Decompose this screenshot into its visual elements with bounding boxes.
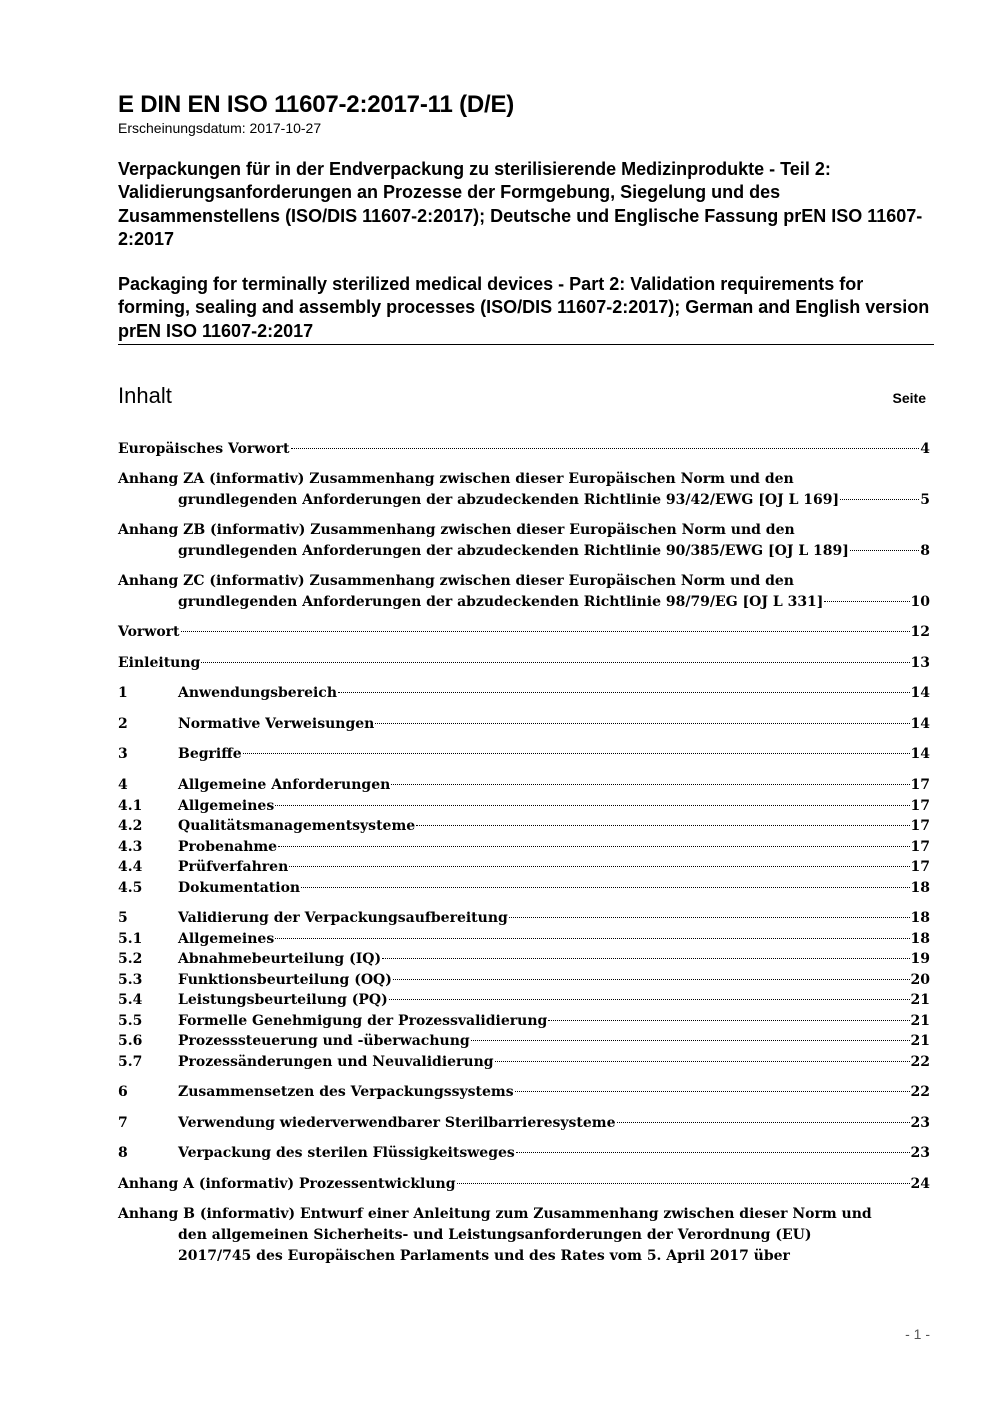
toc-entry[interactable] xyxy=(118,929,930,950)
toc-entry[interactable] xyxy=(118,1052,930,1073)
toc-entry-number: 8 xyxy=(118,1145,128,1161)
toc-leader xyxy=(617,1122,910,1123)
toc-entry-page: 23 xyxy=(910,1145,930,1161)
toc-entry-title-continued: grundlegenden Anforderungen der abzudeckenden Richtlinie 93/42/EWG [OJ L 169] xyxy=(178,492,840,508)
toc-entry-number: 4.2 xyxy=(118,818,143,834)
toc-entry-title: Anhang ZB (informativ) Zusammenhang zwischen dieser Europäischen Norm und den xyxy=(118,522,795,538)
toc-entry[interactable] xyxy=(118,1204,930,1267)
toc-entry[interactable] xyxy=(118,520,930,562)
toc-entry-title: Vorwort xyxy=(118,624,180,640)
toc-entry-number: 5.6 xyxy=(118,1033,143,1049)
toc-entry-title: Zusammensetzen des Verpackungssystems xyxy=(178,1084,514,1100)
toc-entry[interactable] xyxy=(118,622,930,643)
toc-entry[interactable] xyxy=(118,1113,930,1134)
toc-entry-title: Qualitätsmanagementsysteme xyxy=(178,818,416,834)
toc-entry-page: 18 xyxy=(910,910,930,926)
toc-entry-number: 3 xyxy=(118,746,128,762)
toc-entry-page: 5 xyxy=(920,492,930,508)
toc-entry-title: Einleitung xyxy=(118,655,201,671)
toc-entry-title: Verwendung wiederverwendbarer Sterilbarrieresysteme xyxy=(178,1115,616,1131)
toc-entry-title-continued: grundlegenden Anforderungen der abzudeckenden Richtlinie 98/79/EG [OJ L 331] xyxy=(178,594,824,610)
toc-leader xyxy=(840,499,919,500)
toc-entry[interactable] xyxy=(118,837,930,858)
toc-entry[interactable] xyxy=(118,1174,930,1195)
toc-entry-title: Probenahme xyxy=(178,839,278,855)
toc-entry[interactable] xyxy=(118,970,930,991)
toc-leader xyxy=(416,825,909,826)
toc-entry-title: Dokumentation xyxy=(178,880,301,896)
toc-leader xyxy=(457,1183,910,1184)
toc-entry-title: Europäisches Vorwort xyxy=(118,441,290,457)
toc-entry-title-continued: grundlegenden Anforderungen der abzudeckenden Richtlinie 90/385/EWG [OJ L 189] xyxy=(178,543,849,559)
issue-date: Erscheinungsdatum: 2017-10-27 xyxy=(118,120,322,136)
toc-entry-number: 4.1 xyxy=(118,798,143,814)
toc-entry[interactable] xyxy=(118,683,930,704)
toc-entry-title: Funktionsbeurteilung (OQ) xyxy=(178,972,392,988)
toc-entry-page: 17 xyxy=(910,798,930,814)
title-english: Packaging for terminally sterilized medical devices - Part 2: Validation requirements for forming, sealing and assembly processes (ISO/DIS 11607-2:2017); German and English version prEN ISO 11607-2:2017 xyxy=(118,274,930,341)
toc-leader xyxy=(389,999,910,1000)
toc-entry-number: 5 xyxy=(118,910,128,926)
toc-entry-title: Prozessänderungen und Neuvalidierung xyxy=(178,1054,494,1070)
toc-leader xyxy=(243,753,910,754)
toc-entry-title: Allgemeines xyxy=(178,931,275,947)
toc-leader xyxy=(301,887,909,888)
toc-entry-page: 21 xyxy=(910,992,930,1008)
title-german: Verpackungen für in der Endverpackung zu sterilisierende Medizinprodukte - Teil 2: Validierungsanforderungen an Prozesse der Formgebung, Siegelung und des Zusammenstellens (ISO/DIS 11607-2:2017); Deutsche und Englische Fassung prEN ISO 11607-2:2017 xyxy=(118,159,923,249)
toc-entry-title: Allgemeines xyxy=(178,798,275,814)
toc-entry-title: Anhang ZC (informativ) Zusammenhang zwischen dieser Europäischen Norm und den xyxy=(118,573,794,589)
document-code: E DIN EN ISO 11607-2:2017-11 (D/E) xyxy=(118,91,515,118)
toc-entry-page: 14 xyxy=(910,685,930,701)
toc-entry-number: 4.3 xyxy=(118,839,143,855)
toc-entry-page: 17 xyxy=(910,839,930,855)
toc-entry-page: 23 xyxy=(910,1115,930,1131)
toc-entry-page: 17 xyxy=(910,859,930,875)
toc-entry-page: 22 xyxy=(910,1084,930,1100)
toc-entry-title: Leistungsbeurteilung (PQ) xyxy=(178,992,388,1008)
toc-entry[interactable] xyxy=(118,990,930,1011)
toc-leader xyxy=(548,1020,909,1021)
title-divider xyxy=(118,344,934,345)
toc-entry[interactable] xyxy=(118,816,930,837)
toc-entry-number: 5.5 xyxy=(118,1013,143,1029)
toc-entry-page: 12 xyxy=(910,624,930,640)
toc-entry-page: 21 xyxy=(910,1013,930,1029)
toc-leader xyxy=(201,662,909,663)
toc-entry[interactable] xyxy=(118,1031,930,1052)
toc-entry-number: 1 xyxy=(118,685,128,701)
toc-entry-page: 17 xyxy=(910,777,930,793)
toc-entry-number: 4.4 xyxy=(118,859,143,875)
toc-leader xyxy=(495,1061,910,1062)
toc-leader xyxy=(391,784,909,785)
toc-entry-page: 14 xyxy=(910,716,930,732)
toc-entry-number: 5.3 xyxy=(118,972,143,988)
toc-entry[interactable] xyxy=(118,1011,930,1032)
toc-entry[interactable] xyxy=(118,653,930,674)
toc-entry-page: 24 xyxy=(910,1176,930,1192)
toc-entry-title: Anwendungsbereich xyxy=(178,685,337,701)
toc-entry[interactable] xyxy=(118,744,930,765)
toc-entry-number: 5.1 xyxy=(118,931,143,947)
toc-entry-title-continued: den allgemeinen Sicherheits- und Leistungsanforderungen der Verordnung (EU) xyxy=(178,1227,812,1243)
toc-leader xyxy=(181,631,910,632)
toc-entry-page: 19 xyxy=(910,951,930,967)
toc-entry-title: Begriffe xyxy=(178,746,242,762)
toc-entry[interactable] xyxy=(118,571,930,613)
toc-entry-number: 4.5 xyxy=(118,880,143,896)
toc-leader xyxy=(382,958,909,959)
toc-entry[interactable] xyxy=(118,775,930,796)
toc-leader xyxy=(509,917,910,918)
toc-leader xyxy=(824,601,909,602)
toc-entry[interactable] xyxy=(118,857,930,878)
toc-entry-page: 18 xyxy=(910,931,930,947)
toc-leader xyxy=(393,979,910,980)
toc-entry-page: 22 xyxy=(910,1054,930,1070)
toc-entry-page: 14 xyxy=(910,746,930,762)
toc-entry-title: Prozesssteuerung und -überwachung xyxy=(178,1033,470,1049)
toc-entry-number: 5.2 xyxy=(118,951,143,967)
toc-leader xyxy=(515,1091,910,1092)
toc-entry-title: Abnahmebeurteilung (IQ) xyxy=(178,951,382,967)
toc-entry-title-continued: 2017/745 des Europäischen Parlaments und des Rates vom 5. April 2017 über xyxy=(178,1248,790,1264)
toc-entry-page: 13 xyxy=(910,655,930,671)
toc-entry-number: 7 xyxy=(118,1115,128,1131)
toc-leader xyxy=(289,866,909,867)
toc-entry-page: 18 xyxy=(910,880,930,896)
toc-entry-title: Formelle Genehmigung der Prozessvalidierung xyxy=(178,1013,548,1029)
toc-entry-page: 10 xyxy=(910,594,930,610)
toc-leader xyxy=(516,1152,910,1153)
toc-leader xyxy=(471,1040,910,1041)
toc-leader xyxy=(275,805,909,806)
toc-entry-title: Validierung der Verpackungsaufbereitung xyxy=(178,910,508,926)
toc-entry-number: 5.4 xyxy=(118,992,143,1008)
toc-entry-number: 5.7 xyxy=(118,1054,143,1070)
toc-entry-number: 2 xyxy=(118,716,128,732)
toc-entry-number: 4 xyxy=(118,777,128,793)
toc-entry-title: Anhang ZA (informativ) Zusammenhang zwischen dieser Europäischen Norm und den xyxy=(118,471,794,487)
toc-entry[interactable] xyxy=(118,796,930,817)
toc-leader xyxy=(375,723,909,724)
toc-entry[interactable] xyxy=(118,908,930,929)
toc-entry[interactable] xyxy=(118,439,930,460)
toc-entry-title: Prüfverfahren xyxy=(178,859,289,875)
toc-leader xyxy=(275,938,909,939)
toc-heading: Inhalt xyxy=(118,383,172,408)
toc-entry-page: 8 xyxy=(920,543,930,559)
toc-leader xyxy=(338,692,910,693)
toc-entry-title: Allgemeine Anforderungen xyxy=(178,777,391,793)
toc-entry[interactable] xyxy=(118,1143,930,1164)
toc-entry-title: Anhang B (informativ) Entwurf einer Anleitung zum Zusammenhang zwischen dieser Norm und xyxy=(118,1206,872,1222)
toc-leader xyxy=(291,448,920,449)
toc-entry-title: Verpackung des sterilen Flüssigkeitsweges xyxy=(178,1145,515,1161)
toc-entry-title: Anhang A (informativ) Prozessentwicklung xyxy=(118,1176,456,1192)
toc-entry-number: 6 xyxy=(118,1084,128,1100)
toc-entry[interactable] xyxy=(118,714,930,735)
toc-page-column-label: Seite xyxy=(892,390,926,406)
toc-entry-title: Normative Verweisungen xyxy=(178,716,375,732)
toc-leader xyxy=(850,550,919,551)
toc-entry-page: 20 xyxy=(910,972,930,988)
toc-entry[interactable] xyxy=(118,878,930,899)
toc-entry-page: 17 xyxy=(910,818,930,834)
toc-entry-page: 4 xyxy=(920,441,930,457)
page-number: - 1 - xyxy=(905,1326,930,1342)
toc-entry-page: 21 xyxy=(910,1033,930,1049)
toc-entry[interactable] xyxy=(118,1082,930,1103)
toc-entry[interactable] xyxy=(118,949,930,970)
toc-entry[interactable] xyxy=(118,469,930,511)
toc-leader xyxy=(278,846,909,847)
